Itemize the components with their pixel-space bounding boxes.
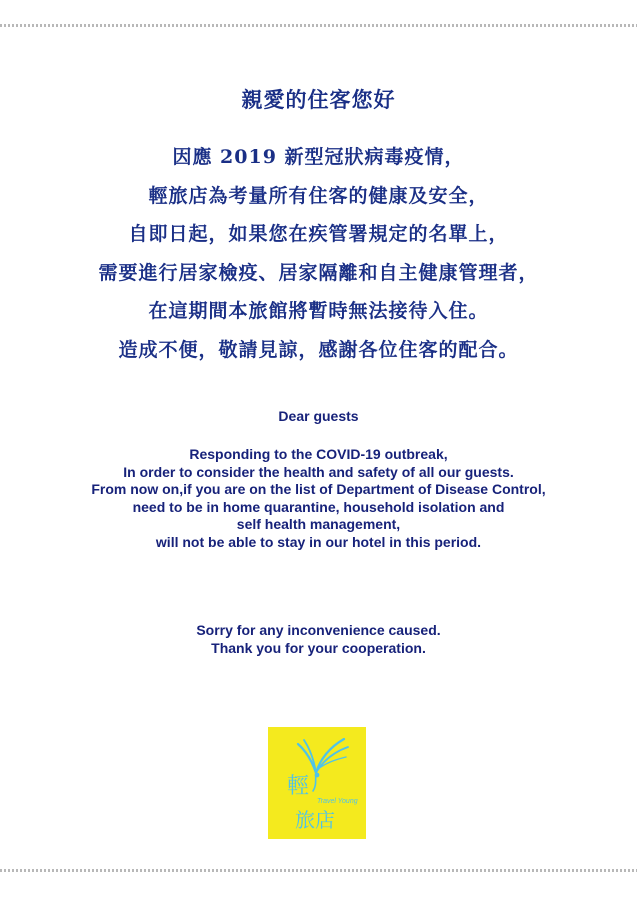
logo-graphic — [268, 727, 366, 839]
chinese-line: 造成不便，敬請見諒，感謝各位住客的配合。 — [118, 338, 519, 361]
chinese-line: 因應 2019 新型冠狀病毒疫情， — [172, 146, 465, 168]
chinese-line: 需要進行居家檢疫、居家隔離和自主健康管理者， — [98, 261, 539, 284]
logo-char-top: 輕 — [286, 774, 310, 799]
bottom-border — [0, 869, 637, 872]
closing-line: Sorry for any inconvenience caused. — [196, 622, 441, 638]
hotel-logo — [268, 727, 366, 839]
english-line: Responding to the COVID-19 outbreak, — [189, 446, 448, 462]
english-line: self health management, — [236, 516, 401, 532]
chinese-line: 輕旅店為考量所有住客的健康及安全， — [148, 184, 489, 207]
logo-brand-english: Travel Young — [317, 798, 358, 805]
english-line: will not be able to stay in our hotel in this period. — [155, 533, 482, 550]
chinese-line: 自即日起，如果您在疾管署規定的名單上， — [128, 223, 509, 245]
english-closing — [0, 622, 637, 657]
closing-line: Thank you for your cooperation. — [211, 639, 426, 656]
english-line: need to be in home quarantine, household isolation and — [132, 498, 505, 515]
english-line: In order to consider the health and safety of all our guests. — [123, 463, 514, 480]
chinese-line: 在這期間本旅館將暫時無法接待入住。 — [148, 300, 489, 322]
english-notice — [0, 446, 637, 551]
logo-char-bottom: 旅店 — [295, 808, 335, 832]
chinese-title: 親愛的住客您好 — [241, 87, 396, 112]
top-border — [0, 24, 637, 27]
english-line: From now on,if you are on the list of Department of Disease Control, — [91, 481, 546, 497]
chinese-notice — [0, 138, 637, 369]
english-title: Dear guests — [278, 408, 359, 424]
